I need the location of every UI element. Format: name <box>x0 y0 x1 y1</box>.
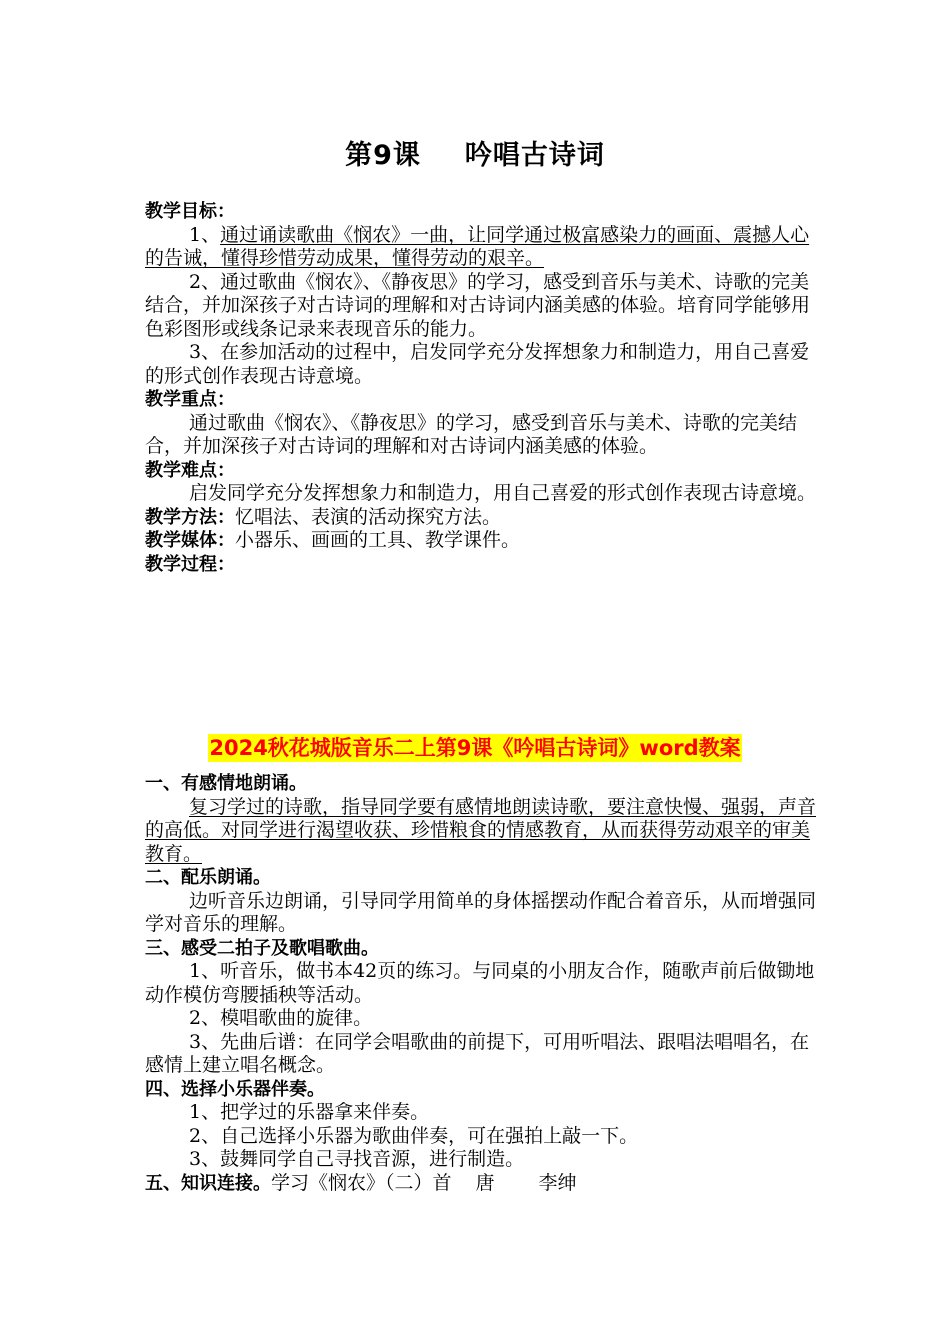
section-4-item-3: 3、鼓舞同学自己寻找音源，进行制造。 <box>189 1148 525 1170</box>
lesson-name: 吟唱古诗词 <box>464 140 605 171</box>
method-line: 教学方法：忆唱法、表演的活动探究方法。 <box>145 505 502 528</box>
section-2-heading: 二、配乐朗诵。 <box>145 867 271 888</box>
process-heading: 教学过程： <box>145 553 235 575</box>
section-4-item-2: 2、自己选择小乐器为歌曲伴奏，可在强拍上敲一下。 <box>189 1124 639 1147</box>
goals-heading: 教学目标： <box>145 201 235 222</box>
section-3-item-3: 3、先曲后谱：在同学会唱歌曲的前提下，可用听唱法、跟唱法唱唱名，在感情上建立唱名概念。 <box>145 1030 810 1076</box>
section-4-item-1: 1、把学过的乐器拿来伴奏。 <box>189 1101 430 1123</box>
goal-2: 2、通过歌曲《悯农》、《静夜思》的学习，感受到音乐与美术、诗歌的完美结合，并加深孩子对古诗词的理解和对古诗词内涵美感的体验。培育同学能够用色彩图形或线条记录来表现音乐的能力。 <box>145 270 811 340</box>
lesson-plan-part-1 <box>145 200 825 576</box>
section-3-item-1: 1、听音乐，做书本42页的练习。与同桌的小朋友合作，随歌声前后做锄地动作模仿弯腰插秧等活动。 <box>145 960 815 1006</box>
section-1-text: 复习学过的诗歌，指导同学要有感情地朗读诗歌，要注意快慢、强弱，声音的高低。对同学进行渴望收获、珍惜粮食的情感教育，从而获得劳动艰辛的审美教育。 <box>145 795 817 865</box>
section-3-heading: 三、感受二拍子及歌唱歌曲。 <box>145 937 379 959</box>
highlight-banner-row <box>0 734 950 762</box>
section-3-item-2: 2、模唱歌曲的旋律。 <box>189 1007 373 1029</box>
lesson-number: 第9课 <box>345 140 421 171</box>
section-4-heading: 四、选择小乐器伴奏。 <box>145 1078 325 1100</box>
difficulty-heading: 教学难点： <box>145 459 235 481</box>
page-title <box>0 133 950 172</box>
goal-1: 1、通过诵读歌曲《悯农》一曲，让同学通过极富感染力的画面、震撼人心的告诫，懂得珍惜劳动成果，懂得劳动的艰辛。 <box>145 223 810 269</box>
key-points-heading: 教学重点： <box>145 389 235 410</box>
highlight-banner: 2024秋花城版音乐二上第9课《吟唱古诗词》word教案 <box>209 736 741 760</box>
section-5-line: 五、知识连接。学习《悯农》（二）首 唐 李绅 <box>145 1171 577 1194</box>
media-line: 教学媒体：小器乐、画画的工具、教学课件。 <box>145 529 521 551</box>
goal-3: 3、在参加活动的过程中，启发同学充分发挥想象力和制造力，用自己喜爱的形式创作表现古诗意境。 <box>145 341 810 387</box>
section-2-text: 边听音乐边朗诵，引导同学用简单的身体摇摆动作配合着音乐，从而增强同学对音乐的理解。 <box>145 889 817 935</box>
key-points-text: 通过歌曲《悯农》、《静夜思》的学习，感受到音乐与美术、诗歌的完美结合，并加深孩子对古诗词的理解和对古诗词内涵美感的体验。 <box>145 411 798 457</box>
lesson-plan-part-2 <box>145 772 825 1195</box>
difficulty-text: 启发同学充分发挥想象力和制造力，用自己喜爱的形式创作表现古诗意境。 <box>189 482 817 504</box>
section-1-heading: 一、有感情地朗诵。 <box>145 773 307 794</box>
